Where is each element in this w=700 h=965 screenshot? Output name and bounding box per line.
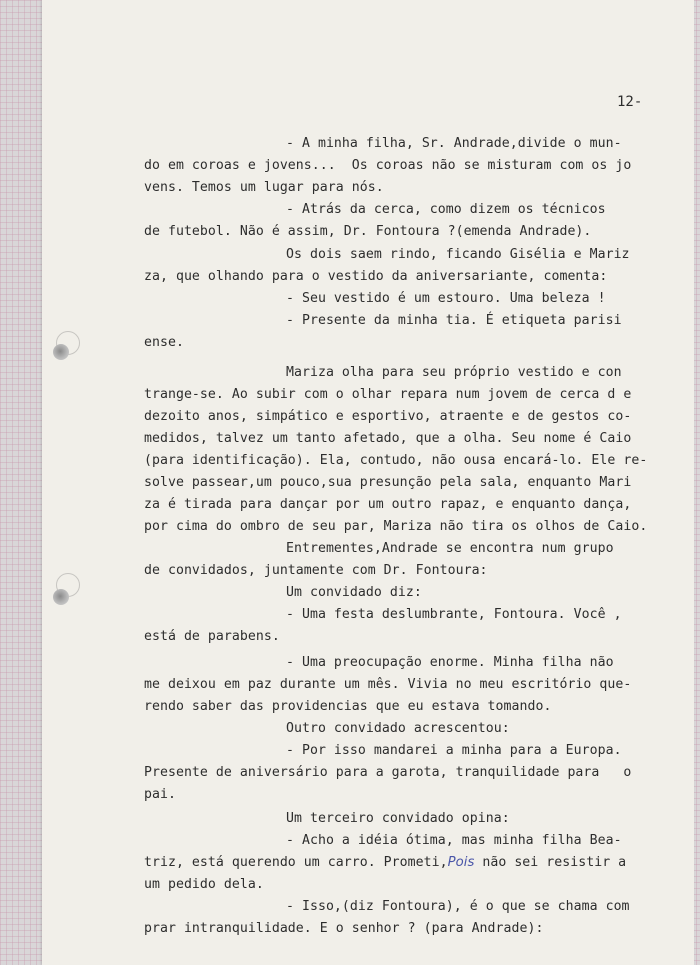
text-line: - Isso,(diz Fontoura), é o que se chama com [286, 899, 630, 914]
text-line: Os dois saem rindo, ficando Gisélia e Mariz [286, 247, 630, 262]
text-line: pai. [144, 787, 176, 802]
text-line: me deixou em paz durante um mês. Vivia no meu escritório que- [144, 677, 632, 692]
text-line: - Presente da minha tia. É etiqueta parisi [286, 313, 622, 328]
text-line: Presente de aniversário para a garota, tranquilidade para o [144, 765, 632, 780]
text-line: rendo saber das providencias que eu estava tomando. [144, 699, 552, 714]
text-line: Um convidado diz: [286, 585, 422, 600]
text-line: Outro convidado acrescentou: [286, 721, 510, 736]
text-line: vens. Temos um lugar para nós. [144, 180, 384, 195]
text-line: do em coroas e jovens... Os coroas não se misturam com os jo [144, 158, 632, 173]
text-line: de futebol. Não é assim, Dr. Fontoura ?(emenda Andrade). [144, 224, 592, 239]
text-line: Entrementes,Andrade se encontra num grupo [286, 541, 614, 556]
text-line-part: não sei resistir a [474, 855, 627, 870]
text-line: um pedido dela. [144, 877, 264, 892]
text-line: por cima do ombro de seu par, Mariza não tira os olhos de Caio. [144, 519, 648, 534]
text-line: - Seu vestido é um estouro. Uma beleza ! [286, 291, 606, 306]
text-line-part: triz, está querendo um carro. Prometi, [144, 855, 448, 870]
text-line: za, que olhando para o vestido da aniversariante, comenta: [144, 269, 608, 284]
text-line [144, 855, 626, 870]
text-line: za é tirada para dançar por um outro rapaz, e enquanto dança, [144, 497, 632, 512]
text-line: - Uma festa deslumbrante, Fontoura. Você , [286, 607, 622, 622]
text-line: (para identificação). Ela, contudo, não ousa encará-lo. Ele re- [144, 453, 648, 468]
text-line: Um terceiro convidado opina: [286, 811, 510, 826]
text-line: - Acho a idéia ótima, mas minha filha Bea- [286, 833, 622, 848]
text-line: dezoito anos, simpático e esportivo, atraente e de gestos co- [144, 409, 632, 424]
text-line: de convidados, juntamente com Dr. Fontoura: [144, 563, 488, 578]
text-line: medidos, talvez um tanto afetado, que a olha. Seu nome é Caio [144, 431, 632, 446]
text-line: ense. [144, 335, 184, 350]
text-line: - Uma preocupação enorme. Minha filha não [286, 655, 614, 670]
text-line: - A minha filha, Sr. Andrade,divide o mun- [286, 136, 622, 151]
text-line: trange-se. Ao subir com o olhar repara num jovem de cerca d e [144, 387, 632, 402]
text-line: solve passear,um pouco,sua presunção pela sala, enquanto Mari [144, 475, 632, 490]
text-line: - Por isso mandarei a minha para a Europa. [286, 743, 622, 758]
text-line: está de parabens. [144, 629, 280, 644]
page-number: 12- [617, 94, 643, 110]
text-line: Mariza olha para seu próprio vestido e con [286, 365, 622, 380]
text-line: prar intranquilidade. E o senhor ? (para Andrade): [144, 921, 544, 936]
handwritten-insert: Pois [447, 855, 475, 870]
text-line: - Atrás da cerca, como dizem os técnicos [286, 202, 606, 217]
